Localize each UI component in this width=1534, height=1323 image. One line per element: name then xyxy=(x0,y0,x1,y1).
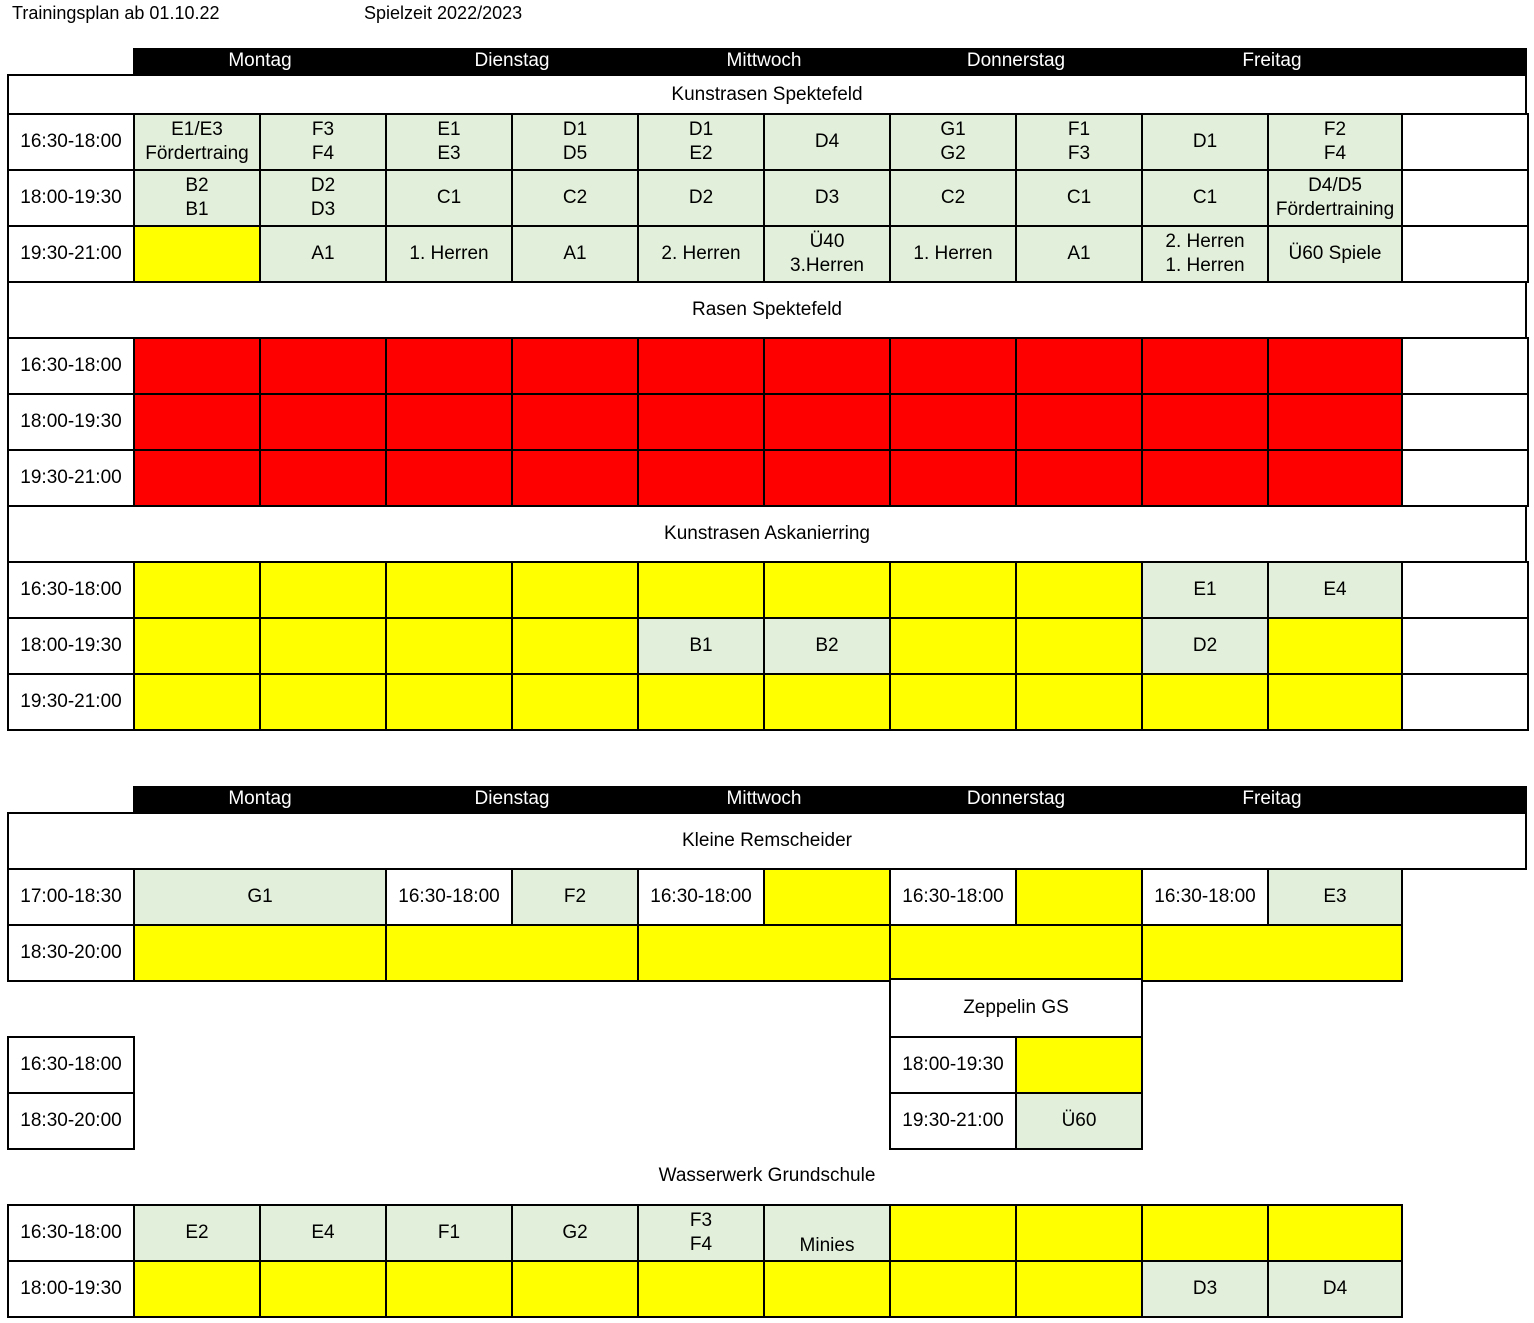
day-label-mittwoch: Mittwoch xyxy=(726,788,802,809)
schedule-cell xyxy=(511,337,639,395)
day-label-dienstag: Dienstag xyxy=(474,788,550,809)
team-label: A1 xyxy=(563,243,587,264)
team-label: E1 xyxy=(1193,579,1217,600)
team-label: F1 xyxy=(437,1222,461,1243)
schedule-cell xyxy=(1267,1260,1403,1318)
schedule-cell xyxy=(385,924,639,982)
schedule-cell xyxy=(1267,169,1403,227)
time-slot-label: 16:30-18:00 xyxy=(20,579,122,600)
schedule-cell xyxy=(511,113,639,171)
schedule-cell xyxy=(385,449,513,507)
section-title: Zeppelin GS xyxy=(963,997,1069,1018)
team-label: D2 xyxy=(688,187,714,208)
schedule-cell xyxy=(889,561,1017,619)
time-slot xyxy=(7,1204,135,1262)
schedule-cell xyxy=(511,169,639,227)
schedule-cell xyxy=(1015,113,1143,171)
schedule-cell xyxy=(1267,561,1403,619)
section-banner-kunstrasen-askanierring xyxy=(7,505,1527,563)
schedule-cell xyxy=(889,924,1143,982)
schedule-cell xyxy=(1141,225,1269,283)
schedule-cell xyxy=(259,1204,387,1262)
team-label: E3 xyxy=(437,143,461,164)
schedule-cell xyxy=(259,169,387,227)
schedule-cell xyxy=(133,113,261,171)
time-slot xyxy=(7,868,135,926)
schedule-cell xyxy=(385,393,513,451)
team-label: Ü60 Spiele xyxy=(1288,243,1382,264)
time-slot-label: 17:00-18:30 xyxy=(20,886,122,907)
schedule-cell xyxy=(1401,617,1529,675)
team-label: A1 xyxy=(1067,243,1091,264)
team-label: D2 xyxy=(310,175,336,196)
time-slot xyxy=(637,868,765,926)
team-label: Ü60 xyxy=(1061,1110,1097,1131)
schedule-cell xyxy=(637,1204,765,1262)
team-label: E1/E3 xyxy=(171,119,223,140)
schedule-cell xyxy=(1267,337,1403,395)
team-label: B2 xyxy=(815,635,839,656)
schedule-cell xyxy=(763,617,891,675)
time-slot xyxy=(7,1260,135,1318)
team-label: B2 xyxy=(185,175,209,196)
schedule-cell xyxy=(1267,449,1403,507)
schedule-cell xyxy=(763,393,891,451)
team-label: C2 xyxy=(940,187,966,208)
schedule-cell xyxy=(1015,868,1143,926)
time-slot xyxy=(1141,868,1269,926)
schedule-cell xyxy=(133,617,261,675)
schedule-cell xyxy=(1015,169,1143,227)
schedule-cell xyxy=(511,868,639,926)
schedule-cell xyxy=(133,1260,261,1318)
schedule-cell xyxy=(1141,673,1269,731)
schedule-cell xyxy=(259,393,387,451)
time-slot-label: 18:00-19:30 xyxy=(20,187,122,208)
schedule-cell xyxy=(1015,617,1143,675)
day-label-donnerstag: Donnerstag xyxy=(966,50,1066,71)
schedule-cell xyxy=(385,673,513,731)
schedule-cell xyxy=(763,868,891,926)
day-label-freitag: Freitag xyxy=(1242,50,1302,71)
team-label: F4 xyxy=(1323,143,1347,164)
team-label: 1. Herren xyxy=(409,243,489,264)
team-label: G1 xyxy=(247,886,273,907)
time-slot-label: 16:30-18:00 xyxy=(902,886,1004,907)
schedule-cell xyxy=(763,1260,891,1318)
time-slot-label: 18:00-19:30 xyxy=(20,411,122,432)
schedule-cell xyxy=(133,225,261,283)
section-banner-zeppelin-gs xyxy=(889,978,1143,1038)
schedule-cell xyxy=(763,113,891,171)
schedule-cell xyxy=(763,449,891,507)
schedule-cell xyxy=(1015,1260,1143,1318)
team-label: D3 xyxy=(1192,1278,1218,1299)
schedule-cell xyxy=(259,561,387,619)
schedule-cell xyxy=(1141,113,1269,171)
time-slot-label: 16:30-18:00 xyxy=(20,131,122,152)
schedule-cell xyxy=(889,449,1017,507)
schedule-cell xyxy=(1267,1204,1403,1262)
section-title: Kunstrasen Askanierring xyxy=(664,523,870,544)
schedule-cell xyxy=(385,1260,513,1318)
team-label: D4 xyxy=(1322,1278,1348,1299)
team-label: E3 xyxy=(1323,886,1347,907)
team-label: F4 xyxy=(311,143,335,164)
team-label: D1 xyxy=(688,119,714,140)
schedule-cell xyxy=(1141,924,1403,982)
schedule-cell xyxy=(511,1204,639,1262)
schedule-cell xyxy=(1401,561,1529,619)
time-slot-label: 19:30-21:00 xyxy=(902,1110,1004,1131)
time-slot xyxy=(385,868,513,926)
schedule-cell xyxy=(637,617,765,675)
schedule-cell xyxy=(511,673,639,731)
time-slot-label: 16:30-18:00 xyxy=(20,355,122,376)
section-title: Rasen Spektefeld xyxy=(692,299,842,320)
schedule-cell xyxy=(511,561,639,619)
schedule-cell xyxy=(889,673,1017,731)
schedule-cell xyxy=(637,169,765,227)
team-label: E4 xyxy=(1323,579,1347,600)
team-label: F2 xyxy=(563,886,587,907)
schedule-cell xyxy=(385,225,513,283)
section-banner-kunstrasen-spektefeld xyxy=(7,74,1527,115)
schedule-cell xyxy=(1401,393,1529,451)
team-label: E4 xyxy=(311,1222,335,1243)
team-label: 1. Herren xyxy=(1165,255,1245,276)
team-label: C1 xyxy=(1192,187,1218,208)
schedule-cell xyxy=(763,225,891,283)
schedule-cell xyxy=(1267,617,1403,675)
schedule-cell xyxy=(385,617,513,675)
time-slot-label: 16:30-18:00 xyxy=(1154,886,1256,907)
team-label: C2 xyxy=(562,187,588,208)
day-label-dienstag: Dienstag xyxy=(474,50,550,71)
schedule-cell xyxy=(133,393,261,451)
team-label: A1 xyxy=(311,243,335,264)
schedule-cell xyxy=(1141,561,1269,619)
day-label-montag: Montag xyxy=(228,50,292,71)
time-slot xyxy=(7,169,135,227)
team-label: G2 xyxy=(562,1222,588,1243)
time-slot xyxy=(7,561,135,619)
team-label: E2 xyxy=(185,1222,209,1243)
team-label: D4/D5 xyxy=(1308,175,1362,196)
schedule-cell xyxy=(1141,393,1269,451)
schedule-cell xyxy=(1015,1204,1143,1262)
schedule-cell xyxy=(763,169,891,227)
time-slot-label: 18:00-19:30 xyxy=(902,1054,1004,1075)
schedule-cell xyxy=(1015,1092,1143,1150)
schedule-cell xyxy=(259,449,387,507)
schedule-cell xyxy=(1267,113,1403,171)
schedule-cell xyxy=(511,449,639,507)
schedule-cell xyxy=(133,561,261,619)
schedule-cell xyxy=(637,393,765,451)
schedule-cell xyxy=(1141,1204,1269,1262)
team-label: D2 xyxy=(1192,635,1218,656)
time-slot-label: 19:30-21:00 xyxy=(20,467,122,488)
schedule-cell xyxy=(1141,169,1269,227)
time-slot-label: 16:30-18:00 xyxy=(20,1222,122,1243)
team-label: D1 xyxy=(1192,131,1218,152)
schedule-cell xyxy=(511,1260,639,1318)
schedule-cell xyxy=(259,337,387,395)
schedule-cell xyxy=(1401,169,1529,227)
schedule-cell xyxy=(133,337,261,395)
schedule-title: Trainingsplan ab 01.10.22 xyxy=(12,3,220,23)
team-label: G1 xyxy=(940,119,966,140)
team-label: 2. Herren xyxy=(661,243,741,264)
time-slot-label: 18:00-19:30 xyxy=(20,1278,122,1299)
schedule-cell xyxy=(1401,337,1529,395)
schedule-cell xyxy=(1141,1260,1269,1318)
team-label: B1 xyxy=(185,199,209,220)
season-label: Spielzeit 2022/2023 xyxy=(364,3,523,23)
time-slot-label: 16:30-18:00 xyxy=(398,886,500,907)
schedule-cell xyxy=(259,1260,387,1318)
schedule-cell xyxy=(1015,225,1143,283)
team-label: 2. Herren xyxy=(1165,231,1245,252)
schedule-cell xyxy=(385,561,513,619)
schedule-cell xyxy=(1015,1036,1143,1094)
schedule-cell xyxy=(889,617,1017,675)
time-slot xyxy=(7,617,135,675)
time-slot xyxy=(7,337,135,395)
day-label-mittwoch: Mittwoch xyxy=(726,50,802,71)
schedule-cell xyxy=(889,393,1017,451)
team-label: B1 xyxy=(689,635,713,656)
schedule-cell xyxy=(1141,449,1269,507)
team-label: D5 xyxy=(562,143,588,164)
team-label: D1 xyxy=(562,119,588,140)
schedule-cell xyxy=(1141,337,1269,395)
time-slot xyxy=(7,393,135,451)
schedule-cell xyxy=(259,113,387,171)
team-label: C1 xyxy=(1066,187,1092,208)
schedule-cell xyxy=(889,225,1017,283)
schedule-cell xyxy=(1401,449,1529,507)
time-slot-label: 16:30-18:00 xyxy=(650,886,752,907)
time-slot xyxy=(7,1092,135,1150)
time-slot xyxy=(889,1092,1017,1150)
schedule-cell xyxy=(385,169,513,227)
day-label-donnerstag: Donnerstag xyxy=(966,788,1066,809)
schedule-cell xyxy=(889,113,1017,171)
schedule-cell xyxy=(1015,393,1143,451)
team-label: D3 xyxy=(814,187,840,208)
schedule-cell xyxy=(1015,673,1143,731)
schedule-cell xyxy=(1141,617,1269,675)
time-slot-label: 19:30-21:00 xyxy=(20,691,122,712)
time-slot xyxy=(889,868,1017,926)
schedule-cell xyxy=(511,617,639,675)
schedule-cell xyxy=(637,225,765,283)
time-slot-label: 18:00-19:30 xyxy=(20,635,122,656)
schedule-cell xyxy=(385,113,513,171)
schedule-cell xyxy=(889,337,1017,395)
schedule-cell xyxy=(259,673,387,731)
team-label: D3 xyxy=(310,199,336,220)
time-slot-label: 19:30-21:00 xyxy=(20,243,122,264)
top-day-header xyxy=(133,48,1527,74)
schedule-cell xyxy=(637,337,765,395)
team-label: F3 xyxy=(311,119,335,140)
day-label-montag: Montag xyxy=(228,788,292,809)
schedule-cell xyxy=(133,449,261,507)
schedule-cell xyxy=(889,1204,1017,1262)
team-label: C1 xyxy=(436,187,462,208)
schedule-cell xyxy=(133,169,261,227)
team-label: E1 xyxy=(437,119,461,140)
section-banner-wasserwerk-grundschule xyxy=(467,1165,1067,1187)
schedule-cell xyxy=(511,225,639,283)
section-title: Kleine Remscheider xyxy=(681,830,853,851)
schedule-cell xyxy=(763,561,891,619)
schedule-cell xyxy=(637,924,891,982)
team-label: 1. Herren xyxy=(913,243,993,264)
schedule-cell xyxy=(133,924,387,982)
schedule-cell xyxy=(637,1260,765,1318)
schedule-cell xyxy=(1267,393,1403,451)
schedule-cell xyxy=(889,1260,1017,1318)
time-slot xyxy=(7,673,135,731)
schedule-cell xyxy=(1015,337,1143,395)
schedule-cell xyxy=(259,225,387,283)
time-slot xyxy=(889,1036,1017,1094)
schedule-cell xyxy=(637,449,765,507)
schedule-cell xyxy=(637,113,765,171)
team-label: G2 xyxy=(940,143,966,164)
section-title: Kunstrasen Spektefeld xyxy=(671,83,863,105)
team-label: Minies xyxy=(799,1235,855,1256)
bottom-day-header xyxy=(133,786,1527,812)
schedule-cell xyxy=(763,337,891,395)
schedule-cell xyxy=(1267,673,1403,731)
team-label: F1 xyxy=(1067,119,1091,140)
schedule-cell xyxy=(1015,449,1143,507)
time-slot xyxy=(7,113,135,171)
time-slot-label: 16:30-18:00 xyxy=(20,1054,122,1075)
schedule-cell xyxy=(1267,868,1403,926)
schedule-cell xyxy=(1401,225,1529,283)
team-label: E2 xyxy=(689,143,713,164)
schedule-cell xyxy=(1401,113,1529,171)
schedule-cell xyxy=(1267,225,1403,283)
team-label: F2 xyxy=(1323,119,1347,140)
team-label: Fördertraining xyxy=(1275,199,1395,220)
day-label-freitag: Freitag xyxy=(1242,788,1302,809)
team-label: D4 xyxy=(814,131,840,152)
time-slot-label: 18:30-20:00 xyxy=(20,1110,122,1131)
schedule-cell xyxy=(637,673,765,731)
time-slot xyxy=(7,924,135,982)
team-label: 3.Herren xyxy=(790,255,864,276)
schedule-cell xyxy=(385,337,513,395)
schedule-cell xyxy=(889,169,1017,227)
team-label: Ü40 xyxy=(809,231,845,252)
team-label: F4 xyxy=(689,1234,713,1255)
time-slot xyxy=(7,449,135,507)
schedule-cell xyxy=(133,868,387,926)
schedule-cell xyxy=(511,393,639,451)
schedule-cell xyxy=(763,1204,891,1262)
team-label: F3 xyxy=(689,1210,713,1231)
schedule-cell xyxy=(133,1204,261,1262)
schedule-cell xyxy=(259,617,387,675)
schedule-cell xyxy=(1015,561,1143,619)
team-label: Fördertraing xyxy=(145,143,249,164)
time-slot xyxy=(7,1036,135,1094)
time-slot-label: 18:30-20:00 xyxy=(20,942,122,963)
section-banner-kleine-remscheider xyxy=(7,812,1527,870)
time-slot xyxy=(7,225,135,283)
section-banner-rasen-spektefeld xyxy=(7,281,1527,339)
schedule-cell xyxy=(637,561,765,619)
schedule-cell xyxy=(1401,673,1529,731)
schedule-cell xyxy=(385,1204,513,1262)
schedule-cell xyxy=(133,673,261,731)
schedule-cell xyxy=(763,673,891,731)
team-label: F3 xyxy=(1067,143,1091,164)
section-title: Wasserwerk Grundschule xyxy=(658,1165,876,1186)
